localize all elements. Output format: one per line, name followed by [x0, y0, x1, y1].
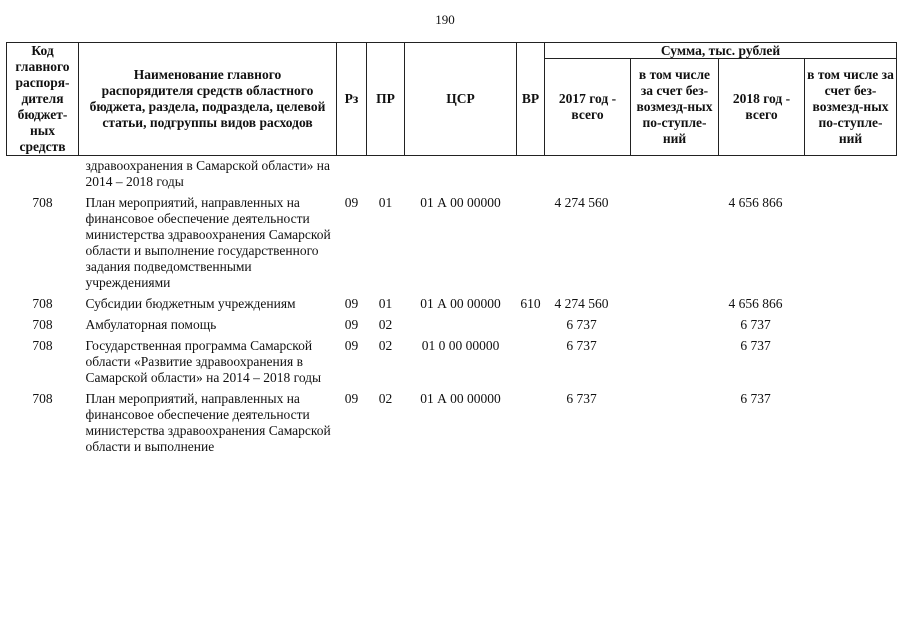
cell-2017-gratis — [631, 389, 719, 458]
cell-csr: 01 0 00 00000 — [421, 338, 500, 353]
cell-name: Субсидии бюджетным учреждениям — [85, 296, 296, 311]
page-number: 190 — [435, 12, 455, 27]
table-body — [7, 156, 897, 459]
cell-rz: 09 — [344, 391, 359, 406]
cell-name: План мероприятий, направленных на финансовое обеспечение деятельности министерства здравоохранения Самарской области и выполнение — [85, 391, 331, 454]
budget-table — [6, 42, 897, 458]
table-row — [7, 315, 897, 336]
cell-pr: 01 — [378, 296, 393, 311]
cell-2017-gratis — [631, 336, 719, 389]
cell-pr: 01 — [378, 195, 393, 210]
cell-2018-total: 4 656 866 — [728, 296, 783, 311]
table-row — [7, 156, 897, 194]
cell-csr: 01 А 00 00000 — [420, 296, 501, 311]
header-pr: ПР — [367, 43, 405, 156]
cell-2018-gratis — [805, 193, 897, 294]
header-csr: ЦСР — [405, 43, 517, 156]
header-rz: Рз — [337, 43, 367, 156]
cell-2018-gratis — [805, 336, 897, 389]
cell-2018-total: 6 737 — [740, 338, 771, 353]
cell-csr: 01 А 00 00000 — [420, 391, 501, 406]
header-vr: ВР — [517, 43, 545, 156]
cell-2017-gratis — [631, 315, 719, 336]
cell-vr: 610 — [520, 296, 541, 311]
table-row — [7, 336, 897, 389]
cell-rz: 09 — [344, 296, 359, 311]
cell-code: 708 — [32, 391, 53, 406]
header-2018-gratis: в том числе за счет без-возмезд-ных по-ступле-ний — [805, 59, 897, 156]
cell-vr — [517, 389, 545, 458]
header-2018-total: 2018 год - всего — [719, 59, 805, 156]
table-row — [7, 389, 897, 458]
cell-vr — [517, 156, 545, 194]
cell-2017-gratis — [631, 294, 719, 315]
cell-vr — [517, 193, 545, 294]
cell-code — [7, 156, 79, 194]
cell-name: Государственная программа Самарской области «Развитие здравоохранения в Самарской области» на 2014 – 2018 годы — [85, 338, 322, 385]
cell-2017-total: 6 737 — [566, 338, 597, 353]
cell-vr — [517, 336, 545, 389]
header-code: Код главного распоря-дителя бюджет-ных средств — [7, 43, 79, 156]
header-sum: Сумма, тыс. рублей — [545, 43, 897, 59]
cell-2018-gratis — [805, 294, 897, 315]
cell-2017-gratis — [631, 193, 719, 294]
cell-2017-total: 4 274 560 — [554, 296, 609, 311]
cell-rz: 09 — [344, 338, 359, 353]
cell-csr: 01 А 00 00000 — [420, 195, 501, 210]
cell-code: 708 — [32, 317, 53, 332]
cell-pr: 02 — [378, 317, 393, 332]
cell-code: 708 — [32, 195, 53, 210]
cell-code: 708 — [32, 338, 53, 353]
table-header — [7, 43, 897, 156]
cell-2017-total: 6 737 — [566, 317, 597, 332]
table-row — [7, 294, 897, 315]
cell-name: План мероприятий, направленных на финансовое обеспечение деятельности министерства здравоохранения Самарской области и выполнение государственного задания подведомственными учреждениями — [85, 195, 331, 290]
cell-rz — [337, 156, 367, 194]
header-2017-total: 2017 год - всего — [545, 59, 631, 156]
cell-2017-total — [545, 156, 631, 194]
cell-2018-total — [719, 156, 805, 194]
cell-2018-total: 4 656 866 — [728, 195, 783, 210]
cell-vr — [517, 315, 545, 336]
cell-2018-gratis — [805, 156, 897, 194]
cell-name: здравоохранения в Самарской области» на 2014 – 2018 годы — [85, 158, 331, 189]
cell-2018-gratis — [805, 315, 897, 336]
cell-pr: 02 — [378, 391, 393, 406]
cell-csr — [405, 315, 517, 336]
cell-rz: 09 — [344, 317, 359, 332]
table-row — [7, 193, 897, 294]
cell-2018-total: 6 737 — [740, 317, 771, 332]
cell-name: Амбулаторная помощь — [85, 317, 217, 332]
cell-2018-total: 6 737 — [740, 391, 771, 406]
cell-2017-gratis — [631, 156, 719, 194]
cell-2017-total: 4 274 560 — [554, 195, 609, 210]
cell-2018-gratis — [805, 389, 897, 458]
header-name: Наименование главного распорядителя средств областного бюджета, раздела, подраздела, целевой статьи, подгруппы видов расходов — [79, 43, 337, 156]
cell-pr: 02 — [378, 338, 393, 353]
header-2017-gratis: в том числе за счет без-возмезд-ных по-ступле-ний — [631, 59, 719, 156]
cell-pr — [367, 156, 405, 194]
cell-2017-total: 6 737 — [566, 391, 597, 406]
cell-code: 708 — [32, 296, 53, 311]
cell-rz: 09 — [344, 195, 359, 210]
cell-csr — [405, 156, 517, 194]
